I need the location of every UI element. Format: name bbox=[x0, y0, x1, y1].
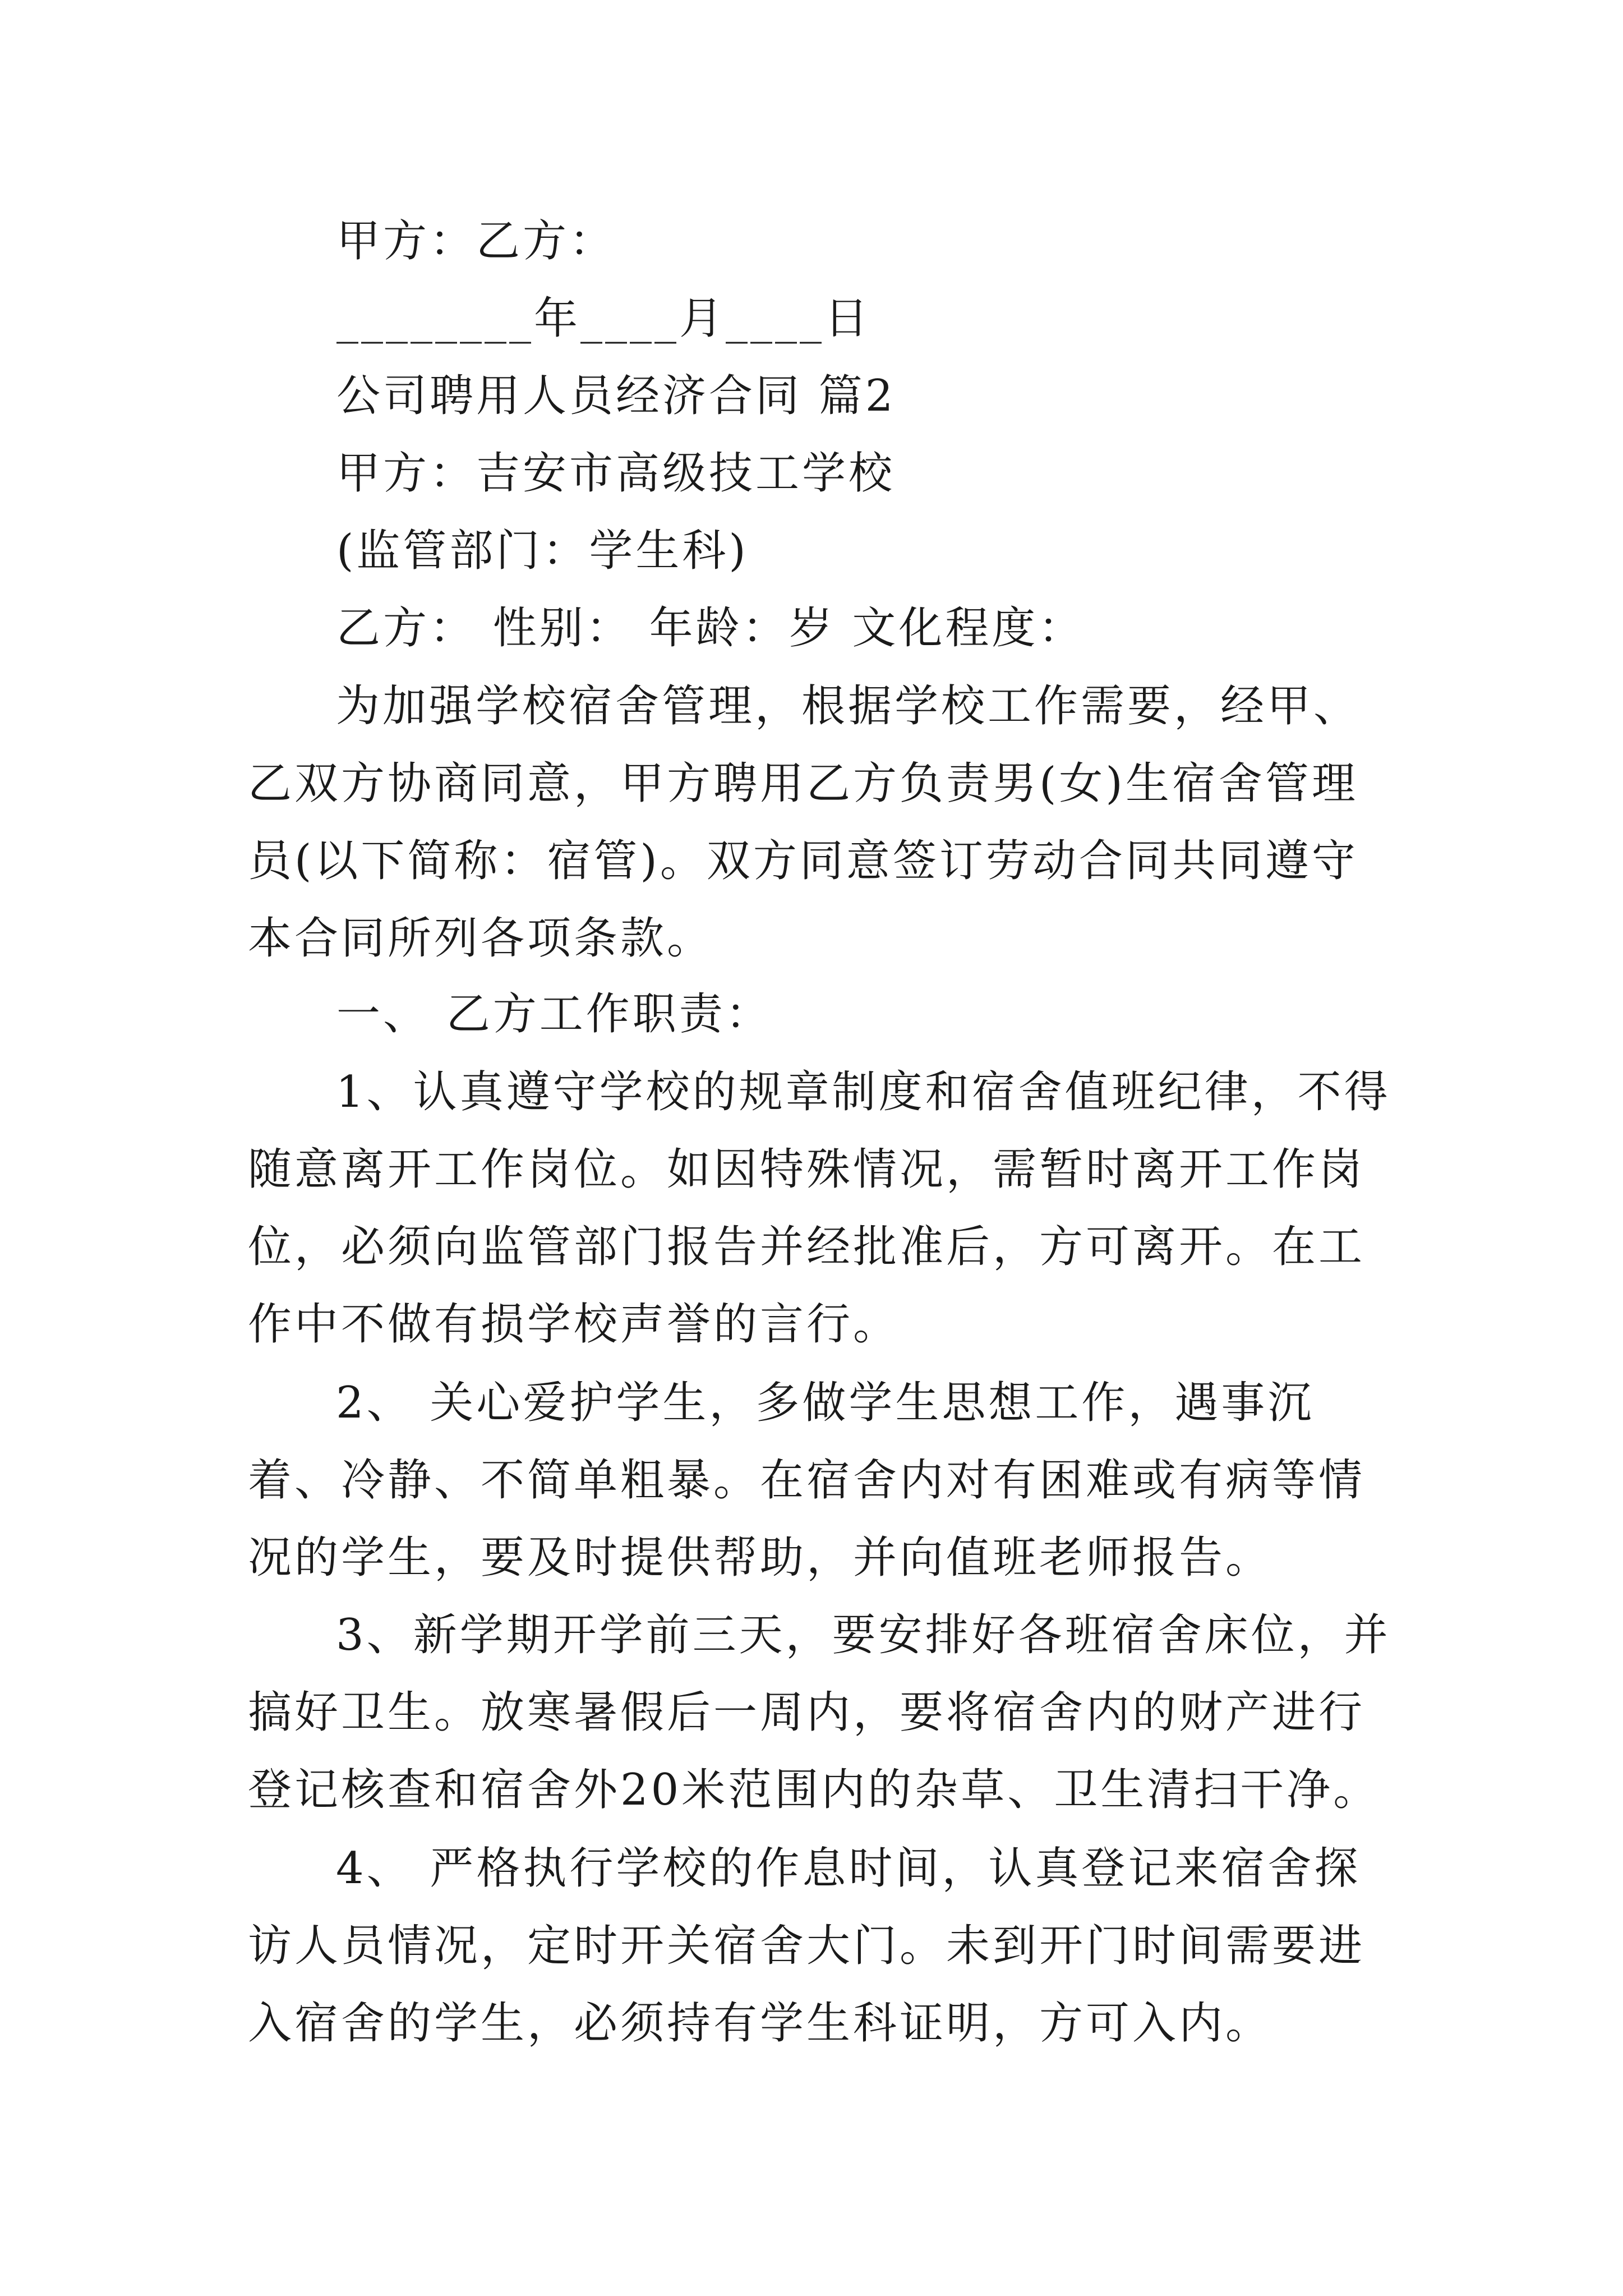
supervisor-line: (监管部门：学生科) bbox=[336, 526, 749, 576]
item-1: 1、认真遵守学校的规章制度和宿舍值班纪律，不得随意离开工作岗位。如因特殊情况，需暂时离开工作岗位，必须向监管部门报告并经批准后，方可离开。在工作中不做有损学校声誉的言行。 bbox=[248, 1067, 1391, 1350]
party-b-line: 乙方： 性别： 年龄：岁 文化程度： bbox=[336, 603, 1085, 654]
party-header: 甲方：乙方： bbox=[336, 216, 616, 266]
date-line: ________年____月____日 bbox=[336, 293, 872, 344]
section1-heading: 一、 乙方工作职责： bbox=[336, 989, 772, 1039]
contract-title: 公司聘用人员经济合同 篇2 bbox=[336, 371, 896, 421]
party-a-line: 甲方：吉安市高级技工学校 bbox=[336, 448, 896, 499]
item-3: 3、新学期开学前三天，要安排好各班宿舍床位，并搞好卫生。放寒暑假后一周内，要将宿舍内的财产进行登记核查和宿舍外20米范围内的杂草、卫生清扫干净。 bbox=[248, 1610, 1391, 1815]
intro-paragraph: 为加强学校宿舍管理，根据学校工作需要，经甲、乙双方协商同意，甲方聘用乙方负责男(女)生宿舍管理员(以下简称：宿管)。双方同意签订劳动合同共同遵守本合同所列各项条款。 bbox=[248, 681, 1361, 964]
item-2: 2、 关心爱护学生，多做学生思想工作，遇事沉着、冷静、不简单粗暴。在宿舍内对有困难或有病等情况的学生，要及时提供帮助，并向值班老师报告。 bbox=[248, 1378, 1366, 1583]
item-4: 4、 严格执行学校的作息时间，认真登记来宿舍探访人员情况，定时开关宿舍大门。未到开门时间需要进入宿舍的学生，必须持有学生科证明，方可入内。 bbox=[248, 1843, 1366, 2049]
